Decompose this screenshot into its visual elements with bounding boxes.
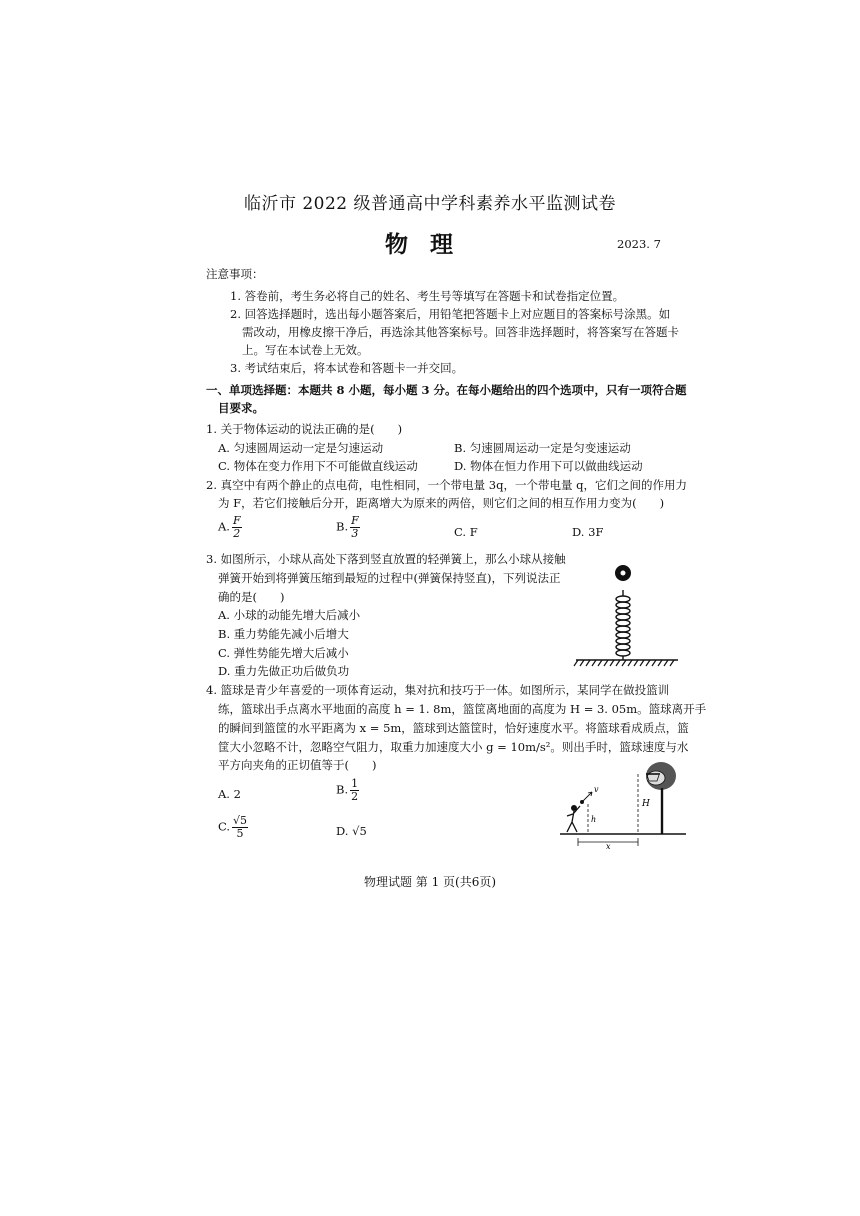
q2-option-a-den: 2 <box>233 527 241 540</box>
q2-stem-line1: 2. 真空中有两个静止的点电荷，电性相同，一个带电量 3q，一个带电量 q，它们之间的作用力 <box>206 478 687 492</box>
q1-stem: 1. 关于物体运动的说法正确的是( ) <box>206 422 403 436</box>
q2-option-d: D. 3F <box>572 525 604 539</box>
q4-option-c-fraction <box>232 815 248 840</box>
q4-stem-line4: 筐大小忽略不计，忽略空气阻力，取重力加速度大小 g = 10m/s²。则出手时，篮球速度与水 <box>218 740 689 754</box>
q4-option-d: D. √5 <box>336 824 367 838</box>
notice-item-2-cont: 需改动，用橡皮擦干净后，再选涂其他答案标号。回答非选择题时，将答案写在答题卡 <box>242 325 679 339</box>
q2-option-b-label: B. <box>336 519 349 534</box>
q4-option-b-fraction <box>350 778 359 803</box>
q1-option-d: D. 物体在恒力作用下可以做曲线运动 <box>454 459 643 473</box>
exam-date: 2023. 7 <box>617 237 661 251</box>
player-icon <box>567 805 580 832</box>
label-x: x <box>606 842 611 850</box>
basketball-figure <box>558 754 688 850</box>
q3-option-c: C. 弹性势能先增大后减小 <box>218 646 349 660</box>
q2-option-b-den: 3 <box>351 527 359 540</box>
q3-stem-line2: 弹簧开始到将弹簧压缩到最短的过程中(弹簧保持竖直)，下列说法正 <box>218 571 561 585</box>
q2-option-b-num: F <box>351 514 359 527</box>
notice-item-3: 3. 考试结束后，将本试卷和答题卡一并交回。 <box>230 361 464 375</box>
q1-option-a: A. 匀速圆周运动一定是匀速运动 <box>218 441 384 455</box>
q2-option-b <box>336 515 360 540</box>
q3-option-a: A. 小球的动能先增大后减小 <box>218 608 361 622</box>
q4-stem-line2: 练，篮球出手点离水平地面的高度 h = 1. 8m，篮筐离地面的高度为 H = 3. 05m。篮球离开手 <box>218 702 707 716</box>
q3-stem-line1: 3. 如图所示，小球从高处下落到竖直放置的轻弹簧上，那么小球从接触 <box>206 552 566 566</box>
notice-item-1: 1. 答卷前，考生务必将自己的姓名、考生号等填写在答题卡和试卷指定位置。 <box>230 289 625 303</box>
q4-stem-line3: 的瞬间到篮筐的水平距离为 x = 5m，篮球到达篮筐时，恰好速度水平。将篮球看成质点，篮 <box>218 721 689 735</box>
q4-option-c-den: 5 <box>236 827 244 840</box>
exam-title: 临沂市 2022 级普通高中学科素养水平监测试卷 <box>243 194 617 214</box>
q2-option-a <box>218 515 242 540</box>
q2-option-a-num: F <box>232 514 241 527</box>
q4-stem-line1: 4. 篮球是青少年喜爱的一项体育运动，集对抗和技巧于一体。如图所示，某同学在做投篮训 <box>206 683 670 697</box>
label-v: v <box>594 785 599 794</box>
q4-option-b <box>336 778 359 803</box>
ground-icon <box>574 660 678 666</box>
page-footer: 物理试题 第 1 页(共6页) <box>363 875 497 889</box>
q2-option-b-fraction <box>350 515 360 540</box>
q2-option-a-label: A. <box>218 519 230 534</box>
q3-stem-line3: 确的是( ) <box>218 590 285 604</box>
notice-item-2: 2. 回答选择题时，选出每小题答案后，用铅笔把答题卡上对应题目的答案标号涂黑。如 <box>230 307 671 321</box>
spring-icon <box>616 590 630 660</box>
label-h: h <box>591 815 597 824</box>
velocity-arrow-icon <box>582 792 592 802</box>
q4-option-c <box>218 815 248 840</box>
q4-option-c-num: √5 <box>233 814 248 827</box>
q4-option-c-label: C. <box>218 819 231 834</box>
q3-option-b: B. 重力势能先减小后增大 <box>218 627 349 641</box>
q2-stem-line2: 为 F，若它们接触后分开，距离增大为原来的两倍，则它们之间的相互作用力变为( ) <box>218 496 665 510</box>
section-heading: 一、单项选择题：本题共 8 小题，每小题 3 分。在每小题给出的四个选项中，只有一项符合题 <box>206 383 687 397</box>
q4-option-b-num: 1 <box>351 777 359 790</box>
q4-stem-line5: 平方向夹角的正切值等于( ) <box>218 758 377 772</box>
label-H: H <box>642 799 650 809</box>
q2-option-a-fraction <box>232 515 242 540</box>
q2-option-c: C. F <box>454 525 478 539</box>
q1-option-c: C. 物体在变力作用下不可能做直线运动 <box>218 459 418 473</box>
q4-option-b-den: 2 <box>351 790 359 803</box>
notice-item-2-cont2: 上。写在本试卷上无效。 <box>242 343 369 357</box>
q4-option-a: A. 2 <box>218 787 241 801</box>
notice-heading: 注意事项： <box>206 267 264 281</box>
q1-option-b: B. 匀速圆周运动一定是匀变速运动 <box>454 441 631 455</box>
spring-ball-figure <box>572 560 682 672</box>
q4-option-b-label: B. <box>336 782 349 797</box>
q3-option-d: D. 重力先做正功后做负功 <box>218 664 350 678</box>
subject-title: 物理 <box>385 231 475 258</box>
section-heading-cont: 目要求。 <box>218 401 264 415</box>
